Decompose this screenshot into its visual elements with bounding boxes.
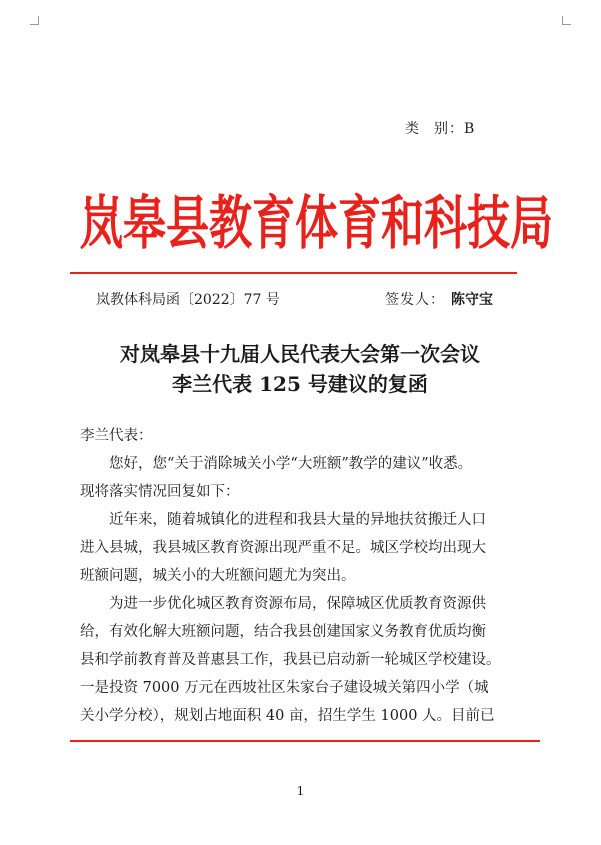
- body-line: 班额问题，城关小的大班额问题尤为突出。: [80, 568, 356, 584]
- agency-letterhead-title: 岚皋县教育体育和科技局: [80, 190, 553, 258]
- body-line: 为进一步优化城区教育资源布局，保障城区优质教育资源供: [109, 596, 486, 612]
- body-line: 关小学分校），规划占地面积 40 亩，招生学生 1000 人。目前已: [80, 708, 495, 724]
- body-line: 给，有效化解大班额问题，结合我县创建国家义务教育优质均衡: [80, 624, 486, 640]
- page-number: 1: [296, 784, 305, 798]
- signer-block: [385, 289, 493, 309]
- letter-body: [80, 450, 546, 730]
- body-line: 一是投资 7000 万元在西坡社区朱家台子建设城关第四小学（城: [80, 680, 489, 696]
- category-value: 别：B: [434, 121, 476, 137]
- crop-mark-top-right: [562, 16, 571, 25]
- body-line: 进入县城，我县城区教育资源出现严重不足。城区学校均出现大: [80, 540, 486, 556]
- letterhead-red-rule: [70, 272, 517, 274]
- body-line: 近年来，随着城镇化的进程和我县大量的异地扶贫搬迁人口: [109, 512, 486, 528]
- signer-name: 陈守宝: [451, 292, 493, 308]
- salutation: 李兰代表：: [80, 428, 153, 444]
- footer-red-rule: [70, 740, 540, 742]
- document-number: 岚教体科局函〔2022〕77 号: [96, 292, 280, 308]
- signer-label: 签发人：: [385, 292, 445, 308]
- body-line: 您好，您“关于消除城关小学“大班额”教学的建议”收悉。: [109, 456, 473, 472]
- document-title-line-2: 李兰代表 125 号建议的复函: [172, 372, 428, 396]
- body-line: 现将落实情况回复如下：: [80, 484, 240, 500]
- document-category: [405, 118, 475, 138]
- body-line: 县和学前教育普及普惠县工作，我县已启动新一轮城区学校建设。: [80, 652, 501, 668]
- crop-mark-top-left: [30, 16, 39, 25]
- category-label: 类: [405, 121, 420, 137]
- document-title-line-1: 对岚皋县十九届人民代表大会第一次会议: [120, 342, 480, 366]
